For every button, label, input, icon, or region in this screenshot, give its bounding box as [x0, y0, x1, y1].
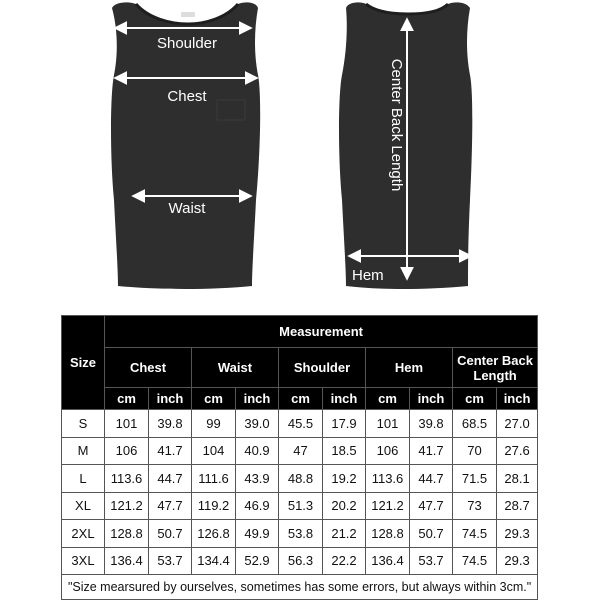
unit-header: inch	[149, 388, 192, 410]
measurement-cell: 74.5	[453, 547, 497, 575]
unit-header: inch	[410, 388, 453, 410]
shoulder-label: Shoulder	[156, 35, 218, 52]
measurement-cell: 41.7	[149, 437, 192, 465]
measurement-cell: 49.9	[236, 520, 279, 548]
measurement-cell: 121.2	[105, 492, 149, 520]
measurement-cell: 126.8	[192, 520, 236, 548]
measurement-cell: 136.4	[105, 547, 149, 575]
measurement-cell: 47.7	[149, 492, 192, 520]
size-cell: L	[62, 465, 105, 493]
size-cell: XL	[62, 492, 105, 520]
measurement-cell: 39.8	[410, 410, 453, 438]
measurement-cell: 128.8	[105, 520, 149, 548]
measurement-cell: 136.4	[366, 547, 410, 575]
measurement-cell: 134.4	[192, 547, 236, 575]
measurement-cell: 50.7	[149, 520, 192, 548]
unit-row	[62, 388, 538, 410]
unit-header: cm	[366, 388, 410, 410]
table-row	[62, 410, 538, 438]
waist-label: Waist	[168, 200, 206, 217]
measurement-cell: 111.6	[192, 465, 236, 493]
unit-header: cm	[192, 388, 236, 410]
measurement-cell: 20.2	[323, 492, 366, 520]
measurement-cell: 17.9	[323, 410, 366, 438]
size-header: Size	[62, 316, 105, 410]
measurement-cell: 27.6	[497, 437, 538, 465]
table-row	[62, 437, 538, 465]
measurement-cell: 27.0	[497, 410, 538, 438]
table-row	[62, 547, 538, 575]
measurement-cell: 43.9	[236, 465, 279, 493]
measurement-cell: 45.5	[279, 410, 323, 438]
measurement-cell: 44.7	[149, 465, 192, 493]
measurement-cell: 70	[453, 437, 497, 465]
measurement-cell: 106	[366, 437, 410, 465]
measurement-cell: 48.8	[279, 465, 323, 493]
size-rows	[62, 410, 538, 575]
back-tank-top	[339, 2, 472, 289]
measurement-cell: 46.9	[236, 492, 279, 520]
unit-header: inch	[236, 388, 279, 410]
measurement-cell: 41.7	[410, 437, 453, 465]
measurement-cell: 101	[366, 410, 410, 438]
measurement-cell: 39.0	[236, 410, 279, 438]
measurement-cell: 99	[192, 410, 236, 438]
measurement-cell: 74.5	[453, 520, 497, 548]
size-cell: 3XL	[62, 547, 105, 575]
front-tank-top	[111, 2, 260, 289]
center-back-length-label: Center Back Length	[388, 58, 405, 192]
group-header-waist: Waist	[192, 348, 279, 388]
measurement-cell: 73	[453, 492, 497, 520]
measurement-cell: 128.8	[366, 520, 410, 548]
measurement-cell: 121.2	[366, 492, 410, 520]
measurement-cell: 56.3	[279, 547, 323, 575]
measurement-cell: 53.7	[149, 547, 192, 575]
measurement-cell: 21.2	[323, 520, 366, 548]
measurement-cell: 113.6	[105, 465, 149, 493]
measurement-cell: 39.8	[149, 410, 192, 438]
unit-header: inch	[497, 388, 538, 410]
measurement-cell: 22.2	[323, 547, 366, 575]
size-cell: S	[62, 410, 105, 438]
table-row	[62, 492, 538, 520]
unit-header: cm	[453, 388, 497, 410]
table-row	[62, 520, 538, 548]
table-row	[62, 465, 538, 493]
measurement-header: Measurement	[105, 316, 538, 348]
measurement-cell: 71.5	[453, 465, 497, 493]
measurement-cell: 50.7	[410, 520, 453, 548]
measurement-cell: 47	[279, 437, 323, 465]
measurement-cell: 113.6	[366, 465, 410, 493]
group-header-shoulder: Shoulder	[279, 348, 366, 388]
measurement-cell: 104	[192, 437, 236, 465]
unit-header: cm	[105, 388, 149, 410]
brand-tag-icon	[181, 12, 195, 17]
measurement-cell: 53.7	[410, 547, 453, 575]
group-header-hem: Hem	[366, 348, 453, 388]
size-chart-table	[61, 315, 538, 600]
hem-label: Hem	[352, 267, 384, 284]
measurement-cell: 28.1	[497, 465, 538, 493]
measurement-cell: 29.3	[497, 547, 538, 575]
chest-label: Chest	[167, 88, 207, 105]
measurement-cell: 18.5	[323, 437, 366, 465]
measurement-cell: 119.2	[192, 492, 236, 520]
measurement-cell: 68.5	[453, 410, 497, 438]
measurement-cell: 53.8	[279, 520, 323, 548]
measurement-cell: 52.9	[236, 547, 279, 575]
measurement-cell: 51.3	[279, 492, 323, 520]
measurement-cell: 19.2	[323, 465, 366, 493]
measurement-cell: 106	[105, 437, 149, 465]
measurement-cell: 47.7	[410, 492, 453, 520]
unit-header: cm	[279, 388, 323, 410]
measurement-cell: 28.7	[497, 492, 538, 520]
measurement-cell: 44.7	[410, 465, 453, 493]
size-cell: M	[62, 437, 105, 465]
measurement-cell: 40.9	[236, 437, 279, 465]
measurement-cell: 101	[105, 410, 149, 438]
size-note: "Size mearsured by ourselves, sometimes has some errors, but always within 3cm."	[62, 575, 538, 600]
measurement-cell: 29.3	[497, 520, 538, 548]
unit-header: inch	[323, 388, 366, 410]
size-cell: 2XL	[62, 520, 105, 548]
group-header-center-back-length: Center Back Length	[453, 348, 538, 388]
group-header-chest: Chest	[105, 348, 192, 388]
